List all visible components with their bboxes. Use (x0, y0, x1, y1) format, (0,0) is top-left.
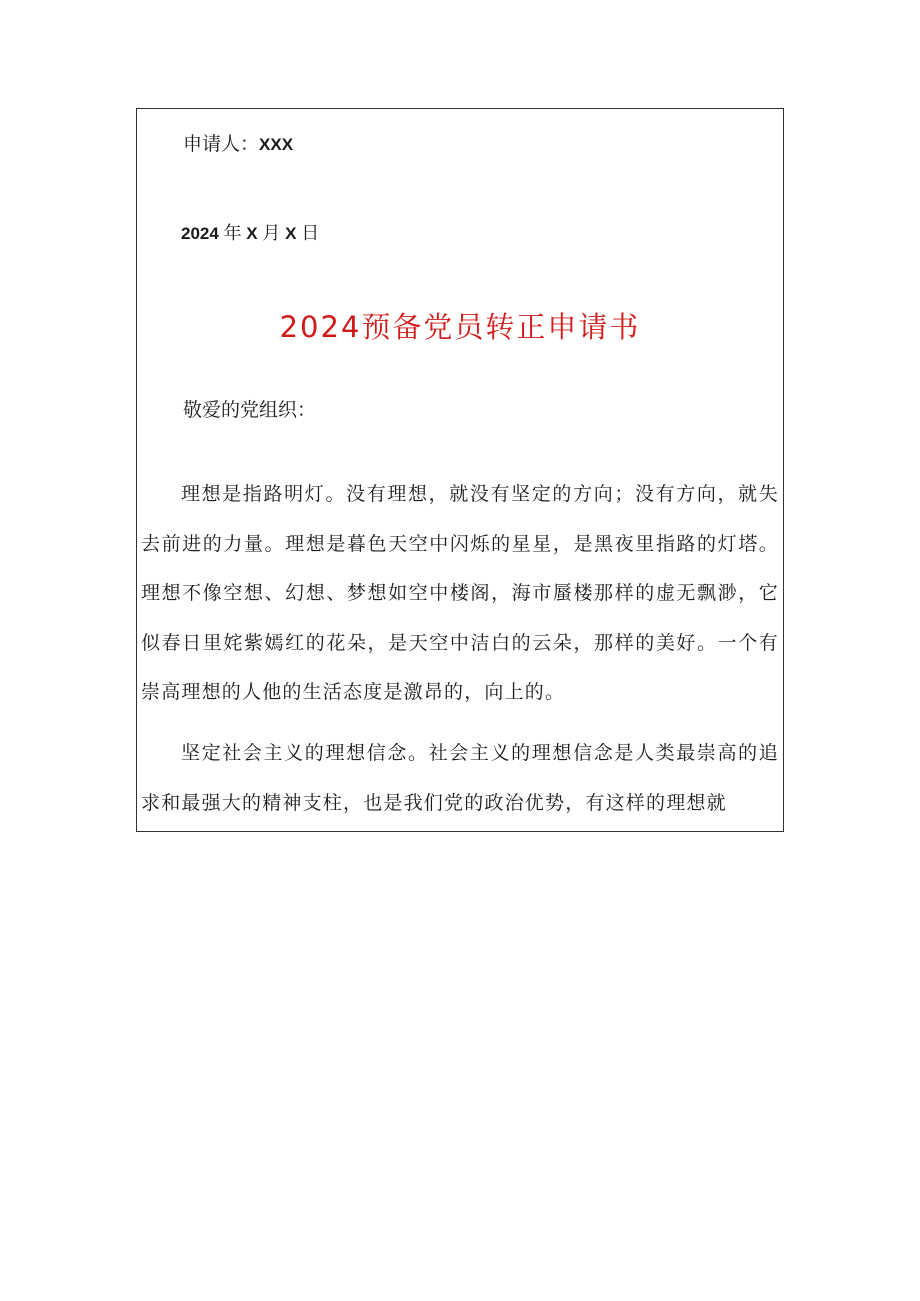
applicant-line (137, 131, 783, 158)
document-title: 2024预备党员转正申请书 (279, 310, 641, 344)
applicant-name: XXX (259, 135, 294, 154)
date-line (137, 221, 783, 247)
date-day-unit: 日 (301, 223, 320, 244)
date-month-unit: 月 (262, 223, 281, 244)
body-paragraph-2: 坚定社会主义的理想信念。社会主义的理想信念是人类最崇高的追求和最强大的精神支柱，也是我们党的政治优势，有这样的理想就 (141, 742, 779, 814)
document-frame (136, 108, 784, 832)
date-year: 2024 (181, 224, 219, 243)
date-day: X (285, 224, 297, 243)
applicant-label: 申请人： (183, 133, 260, 155)
body-paragraph-1: 理想是指路明灯。没有理想，就没有坚定的方向；没有方向，就失去前进的力量。理想是暮色天空中闪烁的星星，是黑夜里指路的灯塔。理想不像空想、幻想、梦想如空中楼阁，海市蜃楼那样的虚无飘渺，它似春日里姹紫嫣红的花朵，是天空中洁白的云朵，那样的美好。一个有崇高理想的人他的生活态度是激昂的，向上的。 (141, 483, 779, 703)
date-month: X (246, 224, 258, 243)
salutation: 敬爱的党组织： (183, 399, 317, 421)
date-year-unit: 年 (223, 223, 242, 244)
